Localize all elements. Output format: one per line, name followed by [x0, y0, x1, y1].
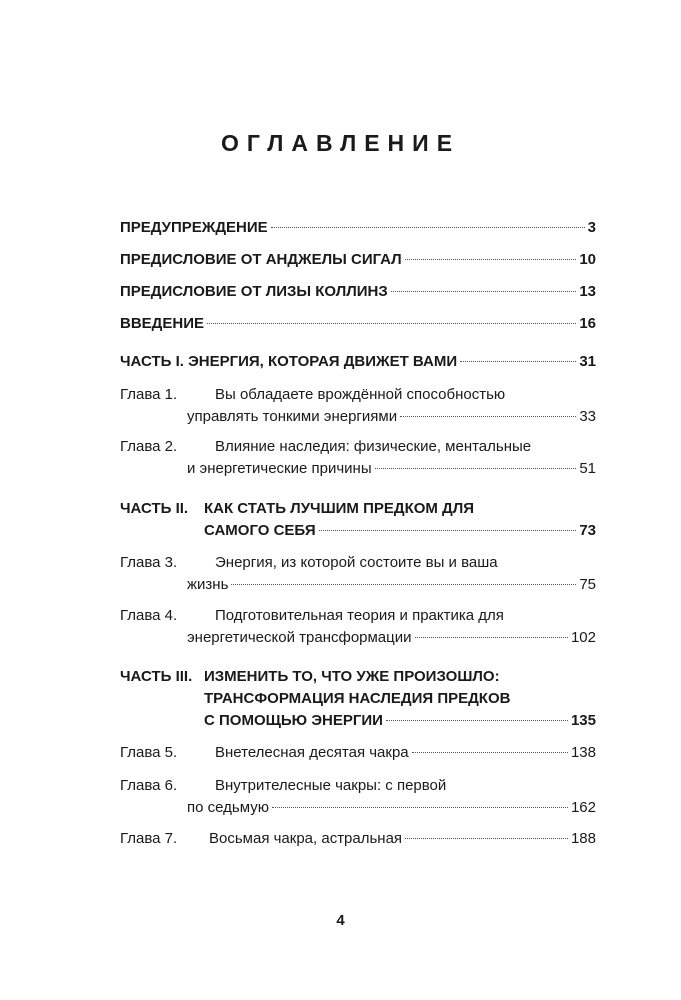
chapter-title-line1: Внутрителесные чакры: с первой [215, 777, 447, 794]
chapter-label: Глава 6. [120, 777, 178, 794]
entry-title: ВВЕДЕНИЕ [120, 315, 204, 332]
entry-title: ПРЕДИСЛОВИЕ ОТ ЛИЗЫ КОЛЛИНЗ [120, 283, 388, 300]
chapter-title-line2: по седьмую [187, 799, 269, 816]
chapter-title-line1: Подготовительная теория и практика для [215, 607, 504, 624]
chapter-title-line1: Восьмая чакра, астральная [209, 830, 403, 847]
dot-leader [231, 584, 576, 585]
chapter-label: Глава 5. [120, 744, 178, 761]
toc-chapter-3[interactable] [120, 552, 596, 596]
toc-chapter-5[interactable] [120, 742, 596, 764]
dot-leader [272, 807, 568, 808]
entry-page: 3 [587, 219, 596, 236]
page-number: 4 [336, 912, 345, 929]
chapter-title-line2: энергетической трансформации [187, 629, 412, 646]
dot-leader [207, 323, 576, 324]
chapter-label: Глава 1. [120, 386, 178, 403]
chapter-label: Глава 4. [120, 607, 178, 624]
toc-chapter-2[interactable] [120, 436, 596, 480]
chapter-title-line2: управлять тонкими энергиями [187, 408, 398, 425]
chapter-label: Глава 3. [120, 554, 178, 571]
toc-chapter-1[interactable] [120, 384, 596, 428]
dot-leader [405, 838, 568, 839]
entry-page: 16 [579, 315, 596, 332]
entry-title: ПРЕДИСЛОВИЕ ОТ АНДЖЕЛЫ СИГАЛ [120, 251, 402, 268]
toc-entry-warning[interactable] [120, 217, 596, 239]
chapter-page: 162 [570, 799, 596, 816]
part-label: ЧАСТЬ II. [120, 500, 189, 517]
toc-entry-introduction[interactable] [120, 313, 596, 335]
toc-part-2[interactable] [120, 498, 596, 542]
part-title: ЧАСТЬ I. ЭНЕРГИЯ, КОТОРАЯ ДВИЖЕТ ВАМИ [120, 353, 458, 370]
dot-leader [319, 530, 577, 531]
part-title-line1: КАК СТАТЬ ЛУЧШИМ ПРЕДКОМ ДЛЯ [204, 500, 475, 517]
dot-leader [460, 361, 576, 362]
dot-leader [405, 259, 577, 260]
chapter-title-line2: и энергетические причины [187, 460, 372, 477]
dot-leader [415, 637, 568, 638]
toc-entry-foreword-segal[interactable] [120, 249, 596, 271]
dot-leader [375, 468, 577, 469]
part-page: 31 [579, 353, 596, 370]
toc-chapter-4[interactable] [120, 605, 596, 649]
chapter-page: 138 [570, 744, 596, 761]
chapter-title-line1: Влияние наследия: физические, ментальные [215, 438, 532, 455]
part-title-line1: ИЗМЕНИТЬ ТО, ЧТО УЖЕ ПРОИЗОШЛО: [204, 668, 500, 685]
toc-chapter-7[interactable] [120, 828, 596, 850]
toc-part-1[interactable] [120, 351, 596, 373]
chapter-page: 188 [570, 830, 596, 847]
dot-leader [412, 752, 568, 753]
chapter-label: Глава 7. [120, 830, 178, 847]
part-page: 73 [579, 522, 596, 539]
part-title-line3: С ПОМОЩЬЮ ЭНЕРГИИ [204, 712, 383, 729]
entry-page: 10 [579, 251, 596, 268]
entry-title: ПРЕДУПРЕЖДЕНИЕ [120, 219, 268, 236]
part-page: 135 [570, 712, 596, 729]
chapter-page: 51 [579, 460, 596, 477]
part-label: ЧАСТЬ III. [120, 668, 193, 685]
chapter-title-line1: Внетелесная десятая чакра [215, 744, 409, 761]
chapter-title-line2: жизнь [187, 576, 229, 593]
chapter-page: 75 [579, 576, 596, 593]
dot-leader [386, 720, 568, 721]
page-title: ОГЛАВЛЕНИЕ [220, 130, 461, 156]
chapter-label: Глава 2. [120, 438, 178, 455]
chapter-title-line1: Энергия, из которой состоите вы и ваша [215, 554, 498, 571]
dot-leader [271, 227, 585, 228]
dot-leader [391, 291, 577, 292]
toc-chapter-6[interactable] [120, 775, 596, 819]
toc-part-3[interactable] [120, 666, 596, 732]
part-title-line2: ТРАНСФОРМАЦИЯ НАСЛЕДИЯ ПРЕДКОВ [204, 690, 511, 707]
dot-leader [400, 416, 576, 417]
chapter-page: 33 [579, 408, 596, 425]
entry-page: 13 [579, 283, 596, 300]
chapter-title-line1: Вы обладаете врождённой способностью [215, 386, 506, 403]
chapter-page: 102 [570, 629, 596, 646]
toc-entry-foreword-collins[interactable] [120, 281, 596, 303]
part-title-line2: САМОГО СЕБЯ [204, 522, 316, 539]
